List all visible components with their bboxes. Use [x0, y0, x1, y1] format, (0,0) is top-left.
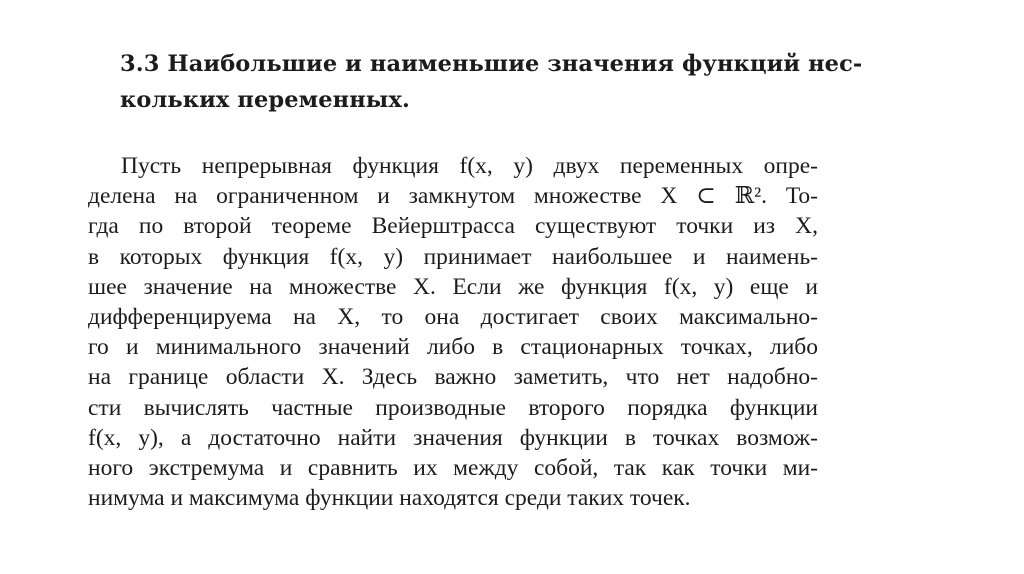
- paragraph-line: шее значение на множестве X. Если же функция f(x, y) еще и: [88, 273, 818, 300]
- paragraph-line: на границе области X. Здесь важно заметить, что нет надобно-: [88, 364, 818, 391]
- paragraph-line: го и минимального значений либо в стационарных точках, либо: [88, 334, 818, 361]
- paragraph-line: нимума и максимума функции находятся среди таких точек.: [88, 485, 691, 512]
- heading-line: 3.3 Наибольшие и наименьшие значения функций нес-: [120, 51, 863, 77]
- paragraph-line: дифференцируема на X, то она достигает своих максимально-: [88, 304, 818, 331]
- paragraph-line: делена на ограниченном и замкнутом множестве X ⊂ ℝ². То-: [88, 183, 818, 210]
- body-paragraph: [88, 151, 848, 513]
- paragraph-line: гда по второй теореме Вейерштрасса существуют точки из X,: [88, 213, 818, 240]
- heading-line: кольких переменных.: [120, 87, 410, 113]
- paragraph-line: сти вычислять частные производные второго порядка функции: [88, 394, 818, 421]
- paragraph-line: в которых функция f(x, y) принимает наибольшее и наимень-: [88, 243, 818, 270]
- paragraph-line: f(x, y), а достаточно найти значения функции в точках возмож-: [88, 424, 818, 451]
- section-heading: [120, 46, 900, 118]
- paragraph-line: Пусть непрерывная функция f(x, y) двух переменных опре-: [121, 153, 818, 179]
- paragraph-line: ного экстремума и сравнить их между собой, так как точки ми-: [88, 455, 818, 482]
